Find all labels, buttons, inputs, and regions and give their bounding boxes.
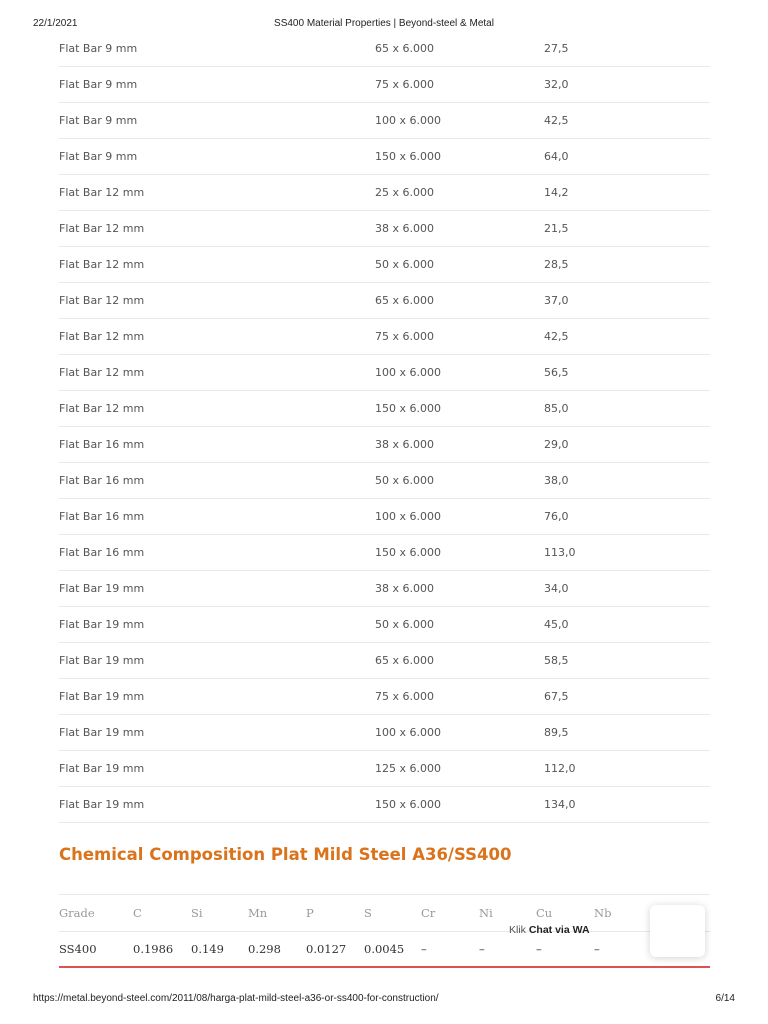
chem-value-cell: 0.298 [248, 942, 281, 956]
product-name-cell: Flat Bar 12 mm [59, 330, 145, 343]
whatsapp-chat-link[interactable] [509, 924, 590, 936]
size-cell: 75 x 6.000 [375, 690, 434, 703]
chem-table-row [59, 942, 710, 962]
table-row [59, 715, 710, 751]
table-row [59, 139, 710, 175]
size-cell: 100 x 6.000 [375, 726, 441, 739]
weight-cell: 34,0 [544, 582, 569, 595]
product-name-cell: Flat Bar 16 mm [59, 438, 145, 451]
product-name-cell: Flat Bar 12 mm [59, 222, 145, 235]
table-row [59, 571, 710, 607]
weight-cell: 76,0 [544, 510, 569, 523]
chem-header-cell: Nb [594, 906, 612, 920]
size-cell: 150 x 6.000 [375, 402, 441, 415]
size-cell: 100 x 6.000 [375, 366, 441, 379]
product-name-cell: Flat Bar 12 mm [59, 186, 145, 199]
weight-cell: 56,5 [544, 366, 569, 379]
size-cell: 100 x 6.000 [375, 510, 441, 523]
page-url: https://metal.beyond-steel.com/2011/08/harga-plat-mild-steel-a36-or-ss400-for-construction/ [33, 993, 439, 1004]
size-cell: 65 x 6.000 [375, 294, 434, 307]
size-cell: 38 x 6.000 [375, 582, 434, 595]
chem-table-header [59, 906, 710, 926]
weight-cell: 42,5 [544, 330, 569, 343]
weight-cell: 64,0 [544, 150, 569, 163]
weight-cell: 45,0 [544, 618, 569, 631]
chem-value-cell: 0.149 [191, 942, 224, 956]
chem-header-cell: P [306, 906, 314, 920]
print-footer [0, 990, 768, 1006]
table-row [59, 463, 710, 499]
weight-cell: 37,0 [544, 294, 569, 307]
table-row [59, 751, 710, 787]
weight-cell: 58,5 [544, 654, 569, 667]
table-row [59, 67, 710, 103]
product-name-cell: Flat Bar 9 mm [59, 42, 138, 55]
chem-header-cell: Cu [536, 906, 553, 920]
size-cell: 75 x 6.000 [375, 330, 434, 343]
size-cell: 75 x 6.000 [375, 78, 434, 91]
weight-cell: 67,5 [544, 690, 569, 703]
chem-header-cell: Si [191, 906, 203, 920]
wa-chat-label: Chat via WA [528, 924, 590, 936]
chem-value-cell: – [421, 942, 427, 956]
size-cell: 125 x 6.000 [375, 762, 441, 775]
whatsapp-chat-widget[interactable] [650, 905, 705, 957]
size-cell: 38 x 6.000 [375, 222, 434, 235]
size-cell: 25 x 6.000 [375, 186, 434, 199]
chem-value-cell: 0.0045 [364, 942, 405, 956]
table-row [59, 499, 710, 535]
chem-value-cell: – [594, 942, 600, 956]
weight-cell: 14,2 [544, 186, 569, 199]
chem-value-cell: – [536, 942, 542, 956]
table-row [59, 535, 710, 571]
weight-cell: 112,0 [544, 762, 576, 775]
product-name-cell: Flat Bar 19 mm [59, 798, 145, 811]
product-name-cell: Flat Bar 12 mm [59, 366, 145, 379]
weight-cell: 27,5 [544, 42, 569, 55]
product-name-cell: Flat Bar 12 mm [59, 402, 145, 415]
product-name-cell: Flat Bar 19 mm [59, 618, 145, 631]
table-row [59, 247, 710, 283]
product-name-cell: Flat Bar 12 mm [59, 294, 145, 307]
weight-cell: 28,5 [544, 258, 569, 271]
table-row [59, 319, 710, 355]
size-cell: 100 x 6.000 [375, 114, 441, 127]
size-cell: 65 x 6.000 [375, 654, 434, 667]
product-name-cell: Flat Bar 9 mm [59, 114, 138, 127]
price-table [59, 31, 710, 823]
weight-cell: 29,0 [544, 438, 569, 451]
document-title: SS400 Material Properties | Beyond-steel & Metal [274, 18, 494, 29]
product-name-cell: Flat Bar 19 mm [59, 762, 145, 775]
print-date: 22/1/2021 [33, 18, 78, 29]
chem-header-cell: Mn [248, 906, 268, 920]
weight-cell: 89,5 [544, 726, 569, 739]
product-name-cell: Flat Bar 19 mm [59, 654, 145, 667]
weight-cell: 21,5 [544, 222, 569, 235]
chem-table-divider [59, 931, 710, 932]
chemical-composition-heading: Chemical Composition Plat Mild Steel A36/SS400 [59, 845, 512, 864]
wa-chat-prefix: Klik [509, 924, 526, 936]
chem-value-cell: 0.0127 [306, 942, 347, 956]
table-row [59, 103, 710, 139]
weight-cell: 42,5 [544, 114, 569, 127]
size-cell: 150 x 6.000 [375, 798, 441, 811]
chem-header-cell: C [133, 906, 142, 920]
chem-header-cell: S [364, 906, 372, 920]
product-name-cell: Flat Bar 9 mm [59, 150, 138, 163]
size-cell: 150 x 6.000 [375, 546, 441, 559]
table-row [59, 787, 710, 823]
chem-value-cell: 0.1986 [133, 942, 174, 956]
size-cell: 50 x 6.000 [375, 474, 434, 487]
product-name-cell: Flat Bar 9 mm [59, 78, 138, 91]
weight-cell: 134,0 [544, 798, 576, 811]
weight-cell: 113,0 [544, 546, 576, 559]
print-header [0, 15, 768, 31]
product-name-cell: Flat Bar 19 mm [59, 726, 145, 739]
table-row [59, 679, 710, 715]
product-name-cell: Flat Bar 16 mm [59, 510, 145, 523]
table-row [59, 607, 710, 643]
weight-cell: 38,0 [544, 474, 569, 487]
page-number: 6/14 [715, 993, 735, 1004]
chem-value-cell: SS400 [59, 942, 97, 956]
product-name-cell: Flat Bar 12 mm [59, 258, 145, 271]
table-row [59, 391, 710, 427]
size-cell: 50 x 6.000 [375, 258, 434, 271]
weight-cell: 85,0 [544, 402, 569, 415]
product-name-cell: Flat Bar 19 mm [59, 690, 145, 703]
table-row [59, 211, 710, 247]
size-cell: 65 x 6.000 [375, 42, 434, 55]
table-row [59, 175, 710, 211]
chem-value-cell: – [479, 942, 485, 956]
size-cell: 38 x 6.000 [375, 438, 434, 451]
chem-header-cell: Cr [421, 906, 436, 920]
table-row [59, 31, 710, 67]
chem-header-cell: Grade [59, 906, 95, 920]
table-row [59, 643, 710, 679]
table-row [59, 283, 710, 319]
product-name-cell: Flat Bar 19 mm [59, 582, 145, 595]
table-row [59, 355, 710, 391]
chem-table-bottom-border [59, 966, 710, 968]
chem-header-cell: Ni [479, 906, 493, 920]
chemical-composition-table [59, 894, 710, 968]
size-cell: 150 x 6.000 [375, 150, 441, 163]
table-row [59, 427, 710, 463]
product-name-cell: Flat Bar 16 mm [59, 474, 145, 487]
product-name-cell: Flat Bar 16 mm [59, 546, 145, 559]
weight-cell: 32,0 [544, 78, 569, 91]
size-cell: 50 x 6.000 [375, 618, 434, 631]
